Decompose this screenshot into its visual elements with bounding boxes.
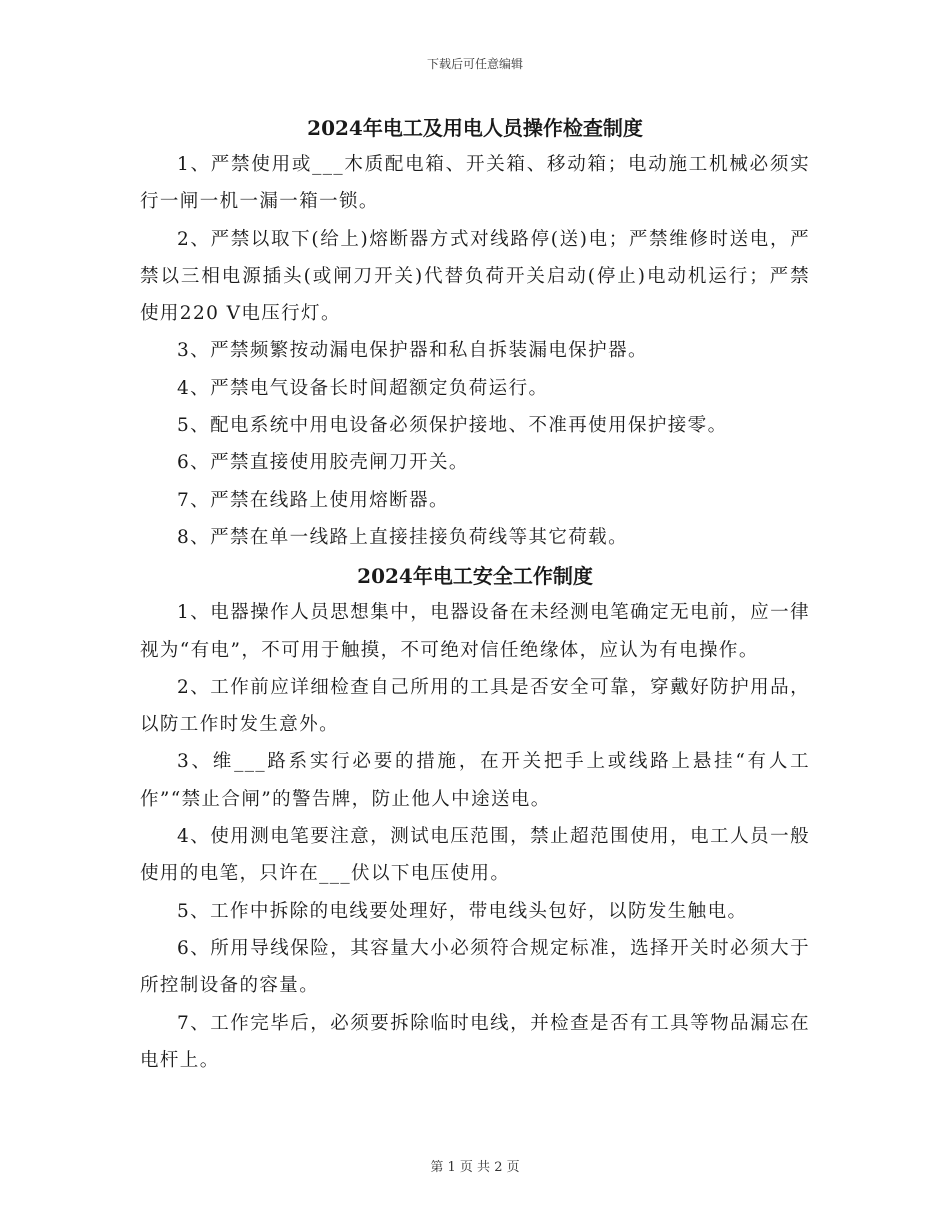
section-2-item-3: 3、维___路系实行必要的措施，在开关把手上或线路上悬挂“有人工作”“禁止合闸”的警告牌，防止他人中途送电。 xyxy=(140,751,810,810)
page-number-footer: 第 1 页 共 2 页 xyxy=(430,1160,520,1175)
section-1-item-8: 8、严禁在单一线路上直接挂接负荷线等其它荷载。 xyxy=(177,526,628,548)
section-1-item-4: 4、严禁电气设备长时间超额定负荷运行。 xyxy=(177,377,549,399)
section-1-item-1: 1、严禁使用或___木质配电箱、开关箱、移动箱；电动施工机械必须实行一闸一机一漏一箱一锁。 xyxy=(140,154,810,213)
section-2-item-7: 7、工作完毕后，必须要拆除临时电线，并检查是否有工具等物品漏忘在电杆上。 xyxy=(140,1012,810,1071)
section-2-title: 2024年电工安全工作制度 xyxy=(357,564,593,589)
section-2-item-4: 4、使用测电笔要注意，测试电压范围，禁止超范围使用，电工人员一般使用的电笔，只许在___伏以下电压使用。 xyxy=(140,826,810,885)
document-body xyxy=(140,110,810,1079)
section-2-item-1: 1、电器操作人员思想集中，电器设备在未经测电笔确定无电前，应一律视为“有电”，不可用于触摸，不可绝对信任绝缘体，应认为有电操作。 xyxy=(140,602,810,661)
section-1-item-2: 2、严禁以取下(给上)熔断器方式对线路停(送)电；严禁维修时送电，严禁以三相电源插头(或闸刀开关)代替负荷开关启动(停止)电动机运行；严禁使用220 V电压行灯。 xyxy=(140,228,810,325)
section-1-item-3: 3、严禁频繁按动漏电保护器和私自拆装漏电保护器。 xyxy=(177,340,648,362)
section-1-item-5: 5、配电系统中用电设备必须保护接地、不准再使用保护接零。 xyxy=(177,415,728,437)
page-header-note: 下载后可任意编辑 xyxy=(426,57,523,71)
section-1-title: 2024年电工及用电人员操作检查制度 xyxy=(307,116,643,140)
section-1-item-6: 6、严禁直接使用胶壳闸刀开关。 xyxy=(177,452,469,474)
section-1-body xyxy=(140,146,810,556)
section-1-item-7: 7、严禁在线路上使用熔断器。 xyxy=(177,489,449,511)
section-2-item-2: 2、工作前应详细检查自己所用的工具是否安全可靠，穿戴好防护用品，以防工作时发生意外。 xyxy=(140,676,810,736)
section-2-item-6: 6、所用导线保险，其容量大小必须符合规定标准，选择开关时必须大于所控制设备的容量。 xyxy=(140,937,810,997)
section-2-item-5: 5、工作中拆除的电线要处理好，带电线头包好，以防发生触电。 xyxy=(177,900,748,922)
section-2-body xyxy=(140,594,810,1079)
